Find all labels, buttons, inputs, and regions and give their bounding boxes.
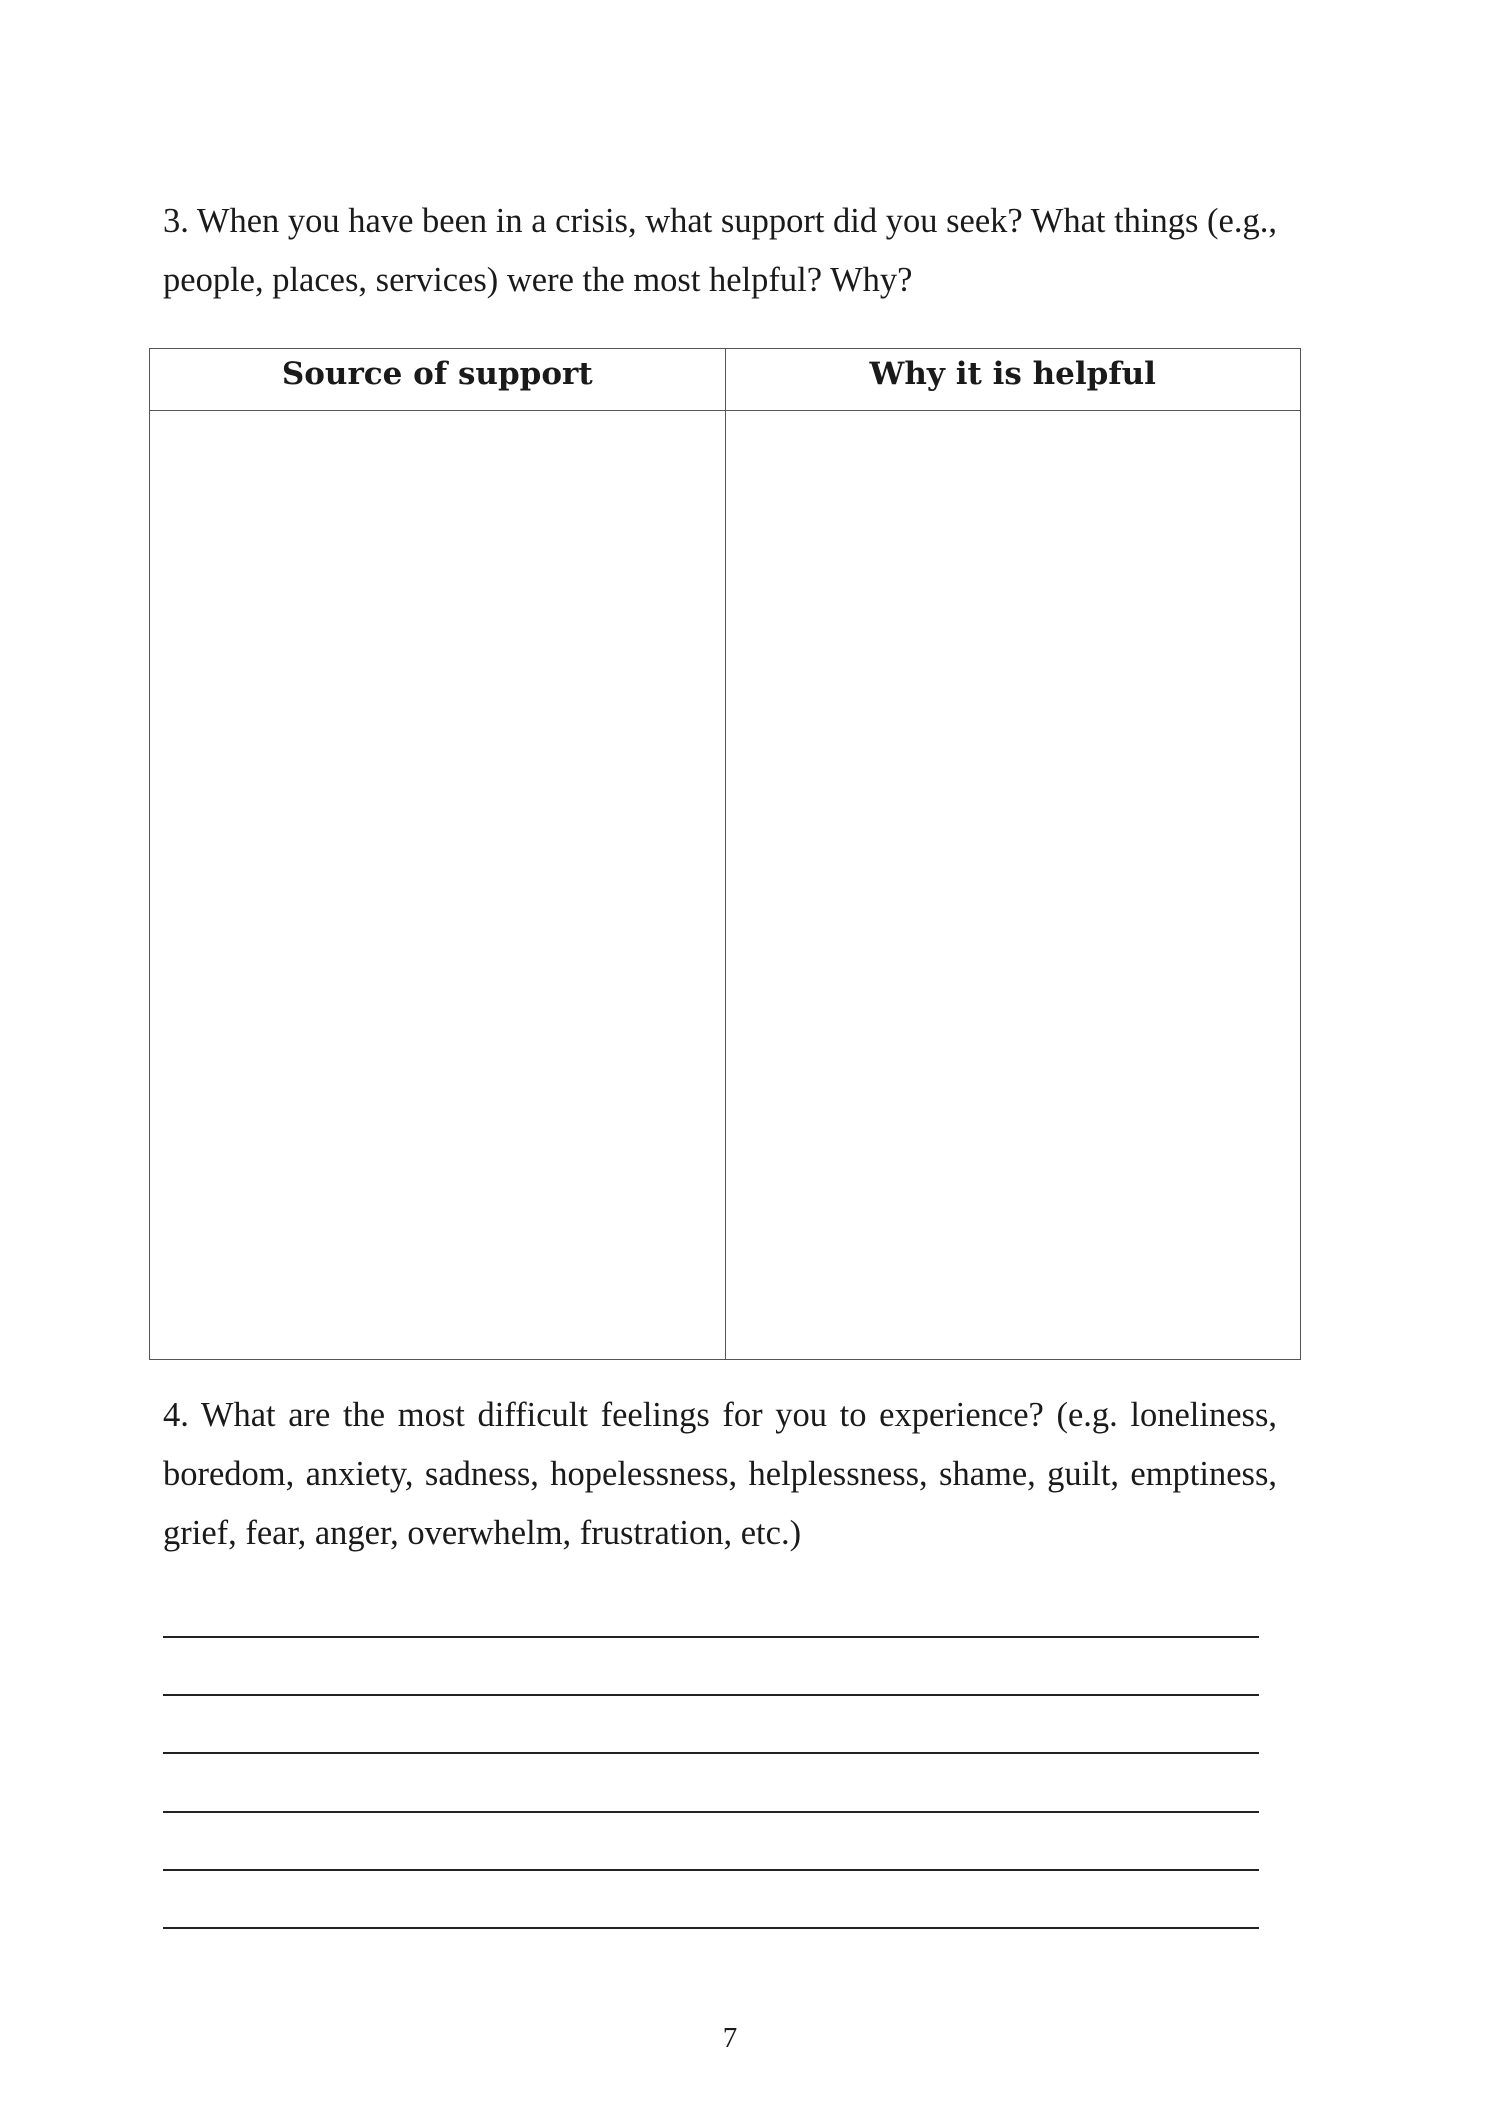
page-number: 7	[722, 2022, 738, 2054]
answer-line-1[interactable]	[163, 1636, 1259, 1638]
support-table	[149, 348, 1301, 1360]
source-of-support-cell[interactable]	[150, 411, 726, 1360]
answer-line-5[interactable]	[163, 1869, 1259, 1871]
answer-line-2[interactable]	[163, 1694, 1259, 1696]
answer-line-4[interactable]	[163, 1811, 1259, 1813]
question-4-text: 4. What are the most difficult feelings for you to experience? (e.g. loneliness, boredom, anxiety, sadness, hopelessness, helplessness, shame, guilt, emptiness, grief, fear, anger, overwhelm, frustration, etc.)	[163, 1396, 1277, 1552]
answer-line-6[interactable]	[163, 1927, 1259, 1929]
why-it-is-helpful-cell[interactable]	[725, 411, 1301, 1360]
table-row	[150, 411, 1301, 1360]
table-header-row	[150, 349, 1301, 411]
question-3-text: 3. When you have been in a crisis, what support did you seek? What things (e.g., people, places, services) were the most helpful? Why?	[163, 202, 1277, 299]
column-header-source-of-support: Source of support	[150, 349, 726, 411]
answer-line-3[interactable]	[163, 1752, 1259, 1754]
column-header-why-it-is-helpful: Why it is helpful	[725, 349, 1301, 411]
